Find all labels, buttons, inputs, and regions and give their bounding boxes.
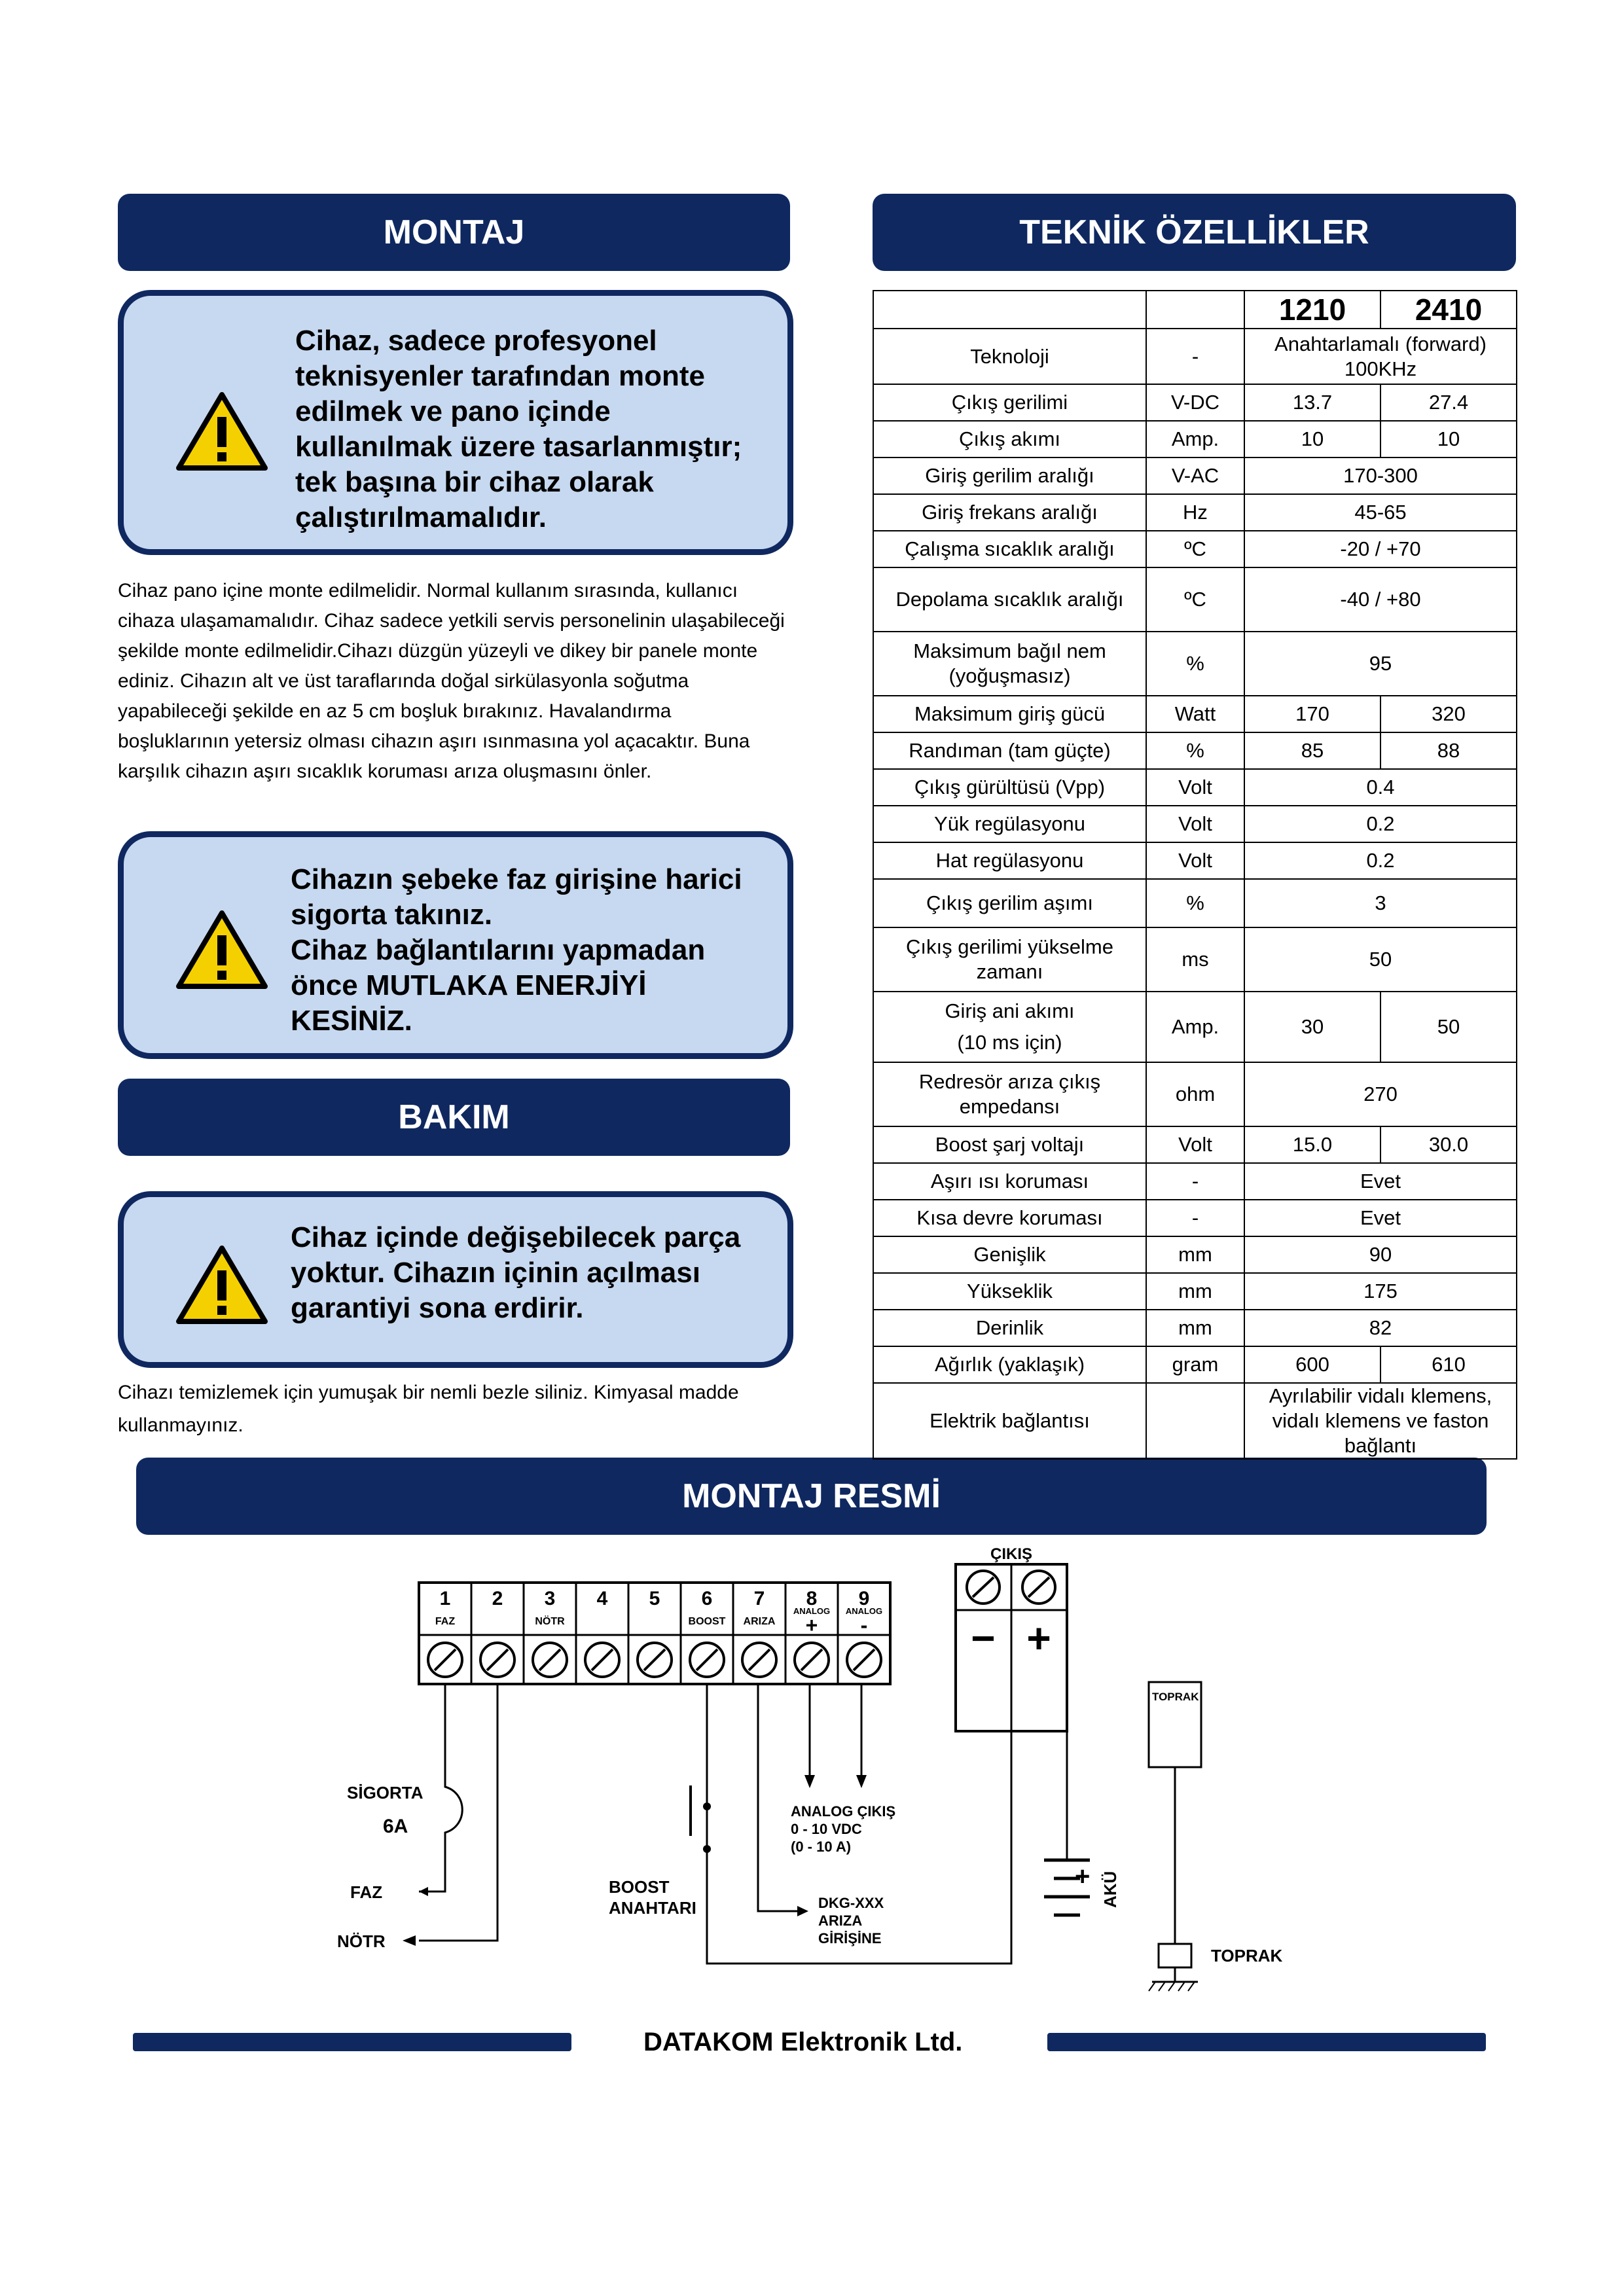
spec-value-2410: 30.0	[1380, 1126, 1517, 1163]
spec-value: 45-65	[1244, 494, 1517, 531]
spec-unit: -	[1146, 1200, 1244, 1236]
boost-label-1: BOOST	[609, 1877, 670, 1897]
wiring-diagram	[321, 1545, 1283, 2029]
spec-unit: Volt	[1146, 806, 1244, 842]
screw-icon	[967, 1571, 1000, 1604]
spec-value: Anahtarlamalı (forward) 100KHz	[1244, 329, 1517, 384]
spec-row	[873, 769, 1517, 806]
cikis-label: ÇIKIŞ	[990, 1545, 1033, 1563]
spec-name: Ağırlık (yaklaşık)	[873, 1346, 1146, 1383]
header-teknik-ozellikler	[873, 194, 1516, 271]
warning-text-professional: Cihaz, sadece profesyonel teknisyenler tarafından monte edilmek ve pano içinde kullanılmak üzere tasarlanmıştır; tek başına bir cihaz olarak çalıştırılmamalıdır.	[295, 325, 742, 533]
spec-row	[873, 531, 1517, 567]
spec-unit: Watt	[1146, 696, 1244, 732]
spec-name-line: Giriş ani akımı	[945, 999, 1075, 1022]
spec-name: Çıkış gerilimi	[873, 384, 1146, 421]
header-montaj-resmi-label: MONTAJ RESMİ	[682, 1477, 941, 1515]
terminal-number: 4	[596, 1588, 608, 1609]
spec-value-1210: 13.7	[1244, 384, 1380, 421]
warning-box-professional	[118, 290, 793, 555]
spec-name: Yük regülasyonu	[873, 806, 1146, 842]
spec-value: 50	[1244, 927, 1517, 992]
spec-value: -20 / +70	[1244, 531, 1517, 567]
spec-value: Evet	[1244, 1200, 1517, 1236]
warning-icon	[176, 1244, 268, 1325]
spec-name: Genişlik	[873, 1236, 1146, 1273]
warning-box-fuse	[118, 831, 793, 1059]
spec-name: Çalışma sıcaklık aralığı	[873, 531, 1146, 567]
spec-name: Aşırı ısı koruması	[873, 1163, 1146, 1200]
spec-name: Yükseklik	[873, 1273, 1146, 1310]
spec-value-1210: 10	[1244, 421, 1380, 457]
spec-row	[873, 842, 1517, 879]
spec-name: Randıman (tam güçte)	[873, 732, 1146, 769]
spec-empty-cell	[873, 291, 1146, 329]
spec-row	[873, 992, 1517, 1062]
spec-name: Teknoloji	[873, 329, 1146, 384]
spec-value-1210: 30	[1244, 992, 1380, 1062]
spec-name: Redresör arıza çıkış empedansı	[873, 1062, 1146, 1126]
screw-icon	[585, 1643, 619, 1677]
spec-value: 82	[1244, 1310, 1517, 1346]
terminal-number: 8	[806, 1588, 818, 1609]
spec-row	[873, 1126, 1517, 1163]
spec-row	[873, 1163, 1517, 1200]
terminal-number: 3	[544, 1588, 556, 1609]
spec-row	[873, 927, 1517, 992]
spec-name: Giriş frekans aralığı	[873, 494, 1146, 531]
spec-unit: ºC	[1146, 531, 1244, 567]
terminal-label: FAZ	[435, 1616, 456, 1627]
model-1210: 1210	[1244, 291, 1380, 329]
spec-unit: ohm	[1146, 1062, 1244, 1126]
screw-icon	[795, 1643, 829, 1677]
spec-unit	[1146, 1383, 1244, 1459]
spec-row	[873, 1200, 1517, 1236]
terminal-number: 2	[492, 1588, 503, 1609]
dkg-label-3: GİRİŞİNE	[818, 1930, 882, 1946]
spec-row	[873, 384, 1517, 421]
screw-icon	[638, 1643, 672, 1677]
bakim-paragraph: Cihazı temizlemek için yumuşak bir nemli bezle siliniz. Kimyasal madde kullanmayınız.	[118, 1382, 739, 1436]
screw-icon	[480, 1643, 514, 1677]
analog-label-1: ANALOG ÇIKIŞ	[791, 1803, 896, 1820]
sigorta-label: SİGORTA	[347, 1783, 424, 1803]
spec-row	[873, 329, 1517, 384]
ground-clamp-icon	[1159, 1944, 1191, 1967]
spec-row	[873, 421, 1517, 457]
header-bakim-label: BAKIM	[398, 1098, 510, 1136]
spec-name: Depolama sıcaklık aralığı	[873, 567, 1146, 632]
spec-value: Ayrılabilir vidalı klemens, vidalı klemens ve faston bağlantı	[1244, 1383, 1517, 1459]
spec-value-2410: 610	[1380, 1346, 1517, 1383]
spec-name: Çıkış gürültüsü (Vpp)	[873, 769, 1146, 806]
spec-unit: %	[1146, 632, 1244, 696]
spec-value-2410: 320	[1380, 696, 1517, 732]
spec-header-row	[873, 291, 1517, 329]
warning-icon	[176, 391, 268, 472]
spec-row	[873, 457, 1517, 494]
spec-value: 170-300	[1244, 457, 1517, 494]
faz-wire	[419, 1684, 462, 1892]
screw-icon	[533, 1643, 567, 1677]
spec-value-2410: 88	[1380, 732, 1517, 769]
spec-name	[873, 992, 1146, 1062]
spec-row	[873, 494, 1517, 531]
screw-icon	[1022, 1571, 1055, 1604]
dkg-label-1: DKG-XXX	[818, 1895, 884, 1911]
spec-row	[873, 1383, 1517, 1459]
footer-bar-left	[133, 2033, 571, 2051]
spec-name: Giriş gerilim aralığı	[873, 457, 1146, 494]
spec-row	[873, 1310, 1517, 1346]
dkg-label-2: ARIZA	[818, 1912, 863, 1929]
footer-bar-right	[1047, 2033, 1486, 2051]
spec-unit: ms	[1146, 927, 1244, 992]
terminal-number: 5	[649, 1588, 660, 1609]
screw-icon	[742, 1643, 776, 1677]
spec-row	[873, 632, 1517, 696]
spec-value-1210: 170	[1244, 696, 1380, 732]
spec-row	[873, 1236, 1517, 1273]
terminal-number: 7	[753, 1588, 765, 1609]
spec-row	[873, 1062, 1517, 1126]
spec-value: 90	[1244, 1236, 1517, 1273]
spec-row	[873, 879, 1517, 927]
screw-icon	[428, 1643, 462, 1677]
spec-unit: %	[1146, 879, 1244, 927]
analog-label-2: 0 - 10 VDC	[791, 1821, 862, 1837]
spec-table	[873, 290, 1517, 1460]
spec-unit: mm	[1146, 1310, 1244, 1346]
spec-value: 0.2	[1244, 806, 1517, 842]
warning-text-maintenance: Cihaz içinde değişebilecek parça yoktur. Cihazın içinin açılması garantiyi sona erdirir.	[291, 1221, 741, 1324]
faz-label: FAZ	[350, 1882, 383, 1902]
toprak-label: TOPRAK	[1211, 1946, 1283, 1965]
spec-unit: mm	[1146, 1273, 1244, 1310]
header-montaj-resmi	[136, 1458, 1487, 1535]
spec-name: Çıkış gerilim aşımı	[873, 879, 1146, 927]
spec-value: 270	[1244, 1062, 1517, 1126]
spec-value-1210: 85	[1244, 732, 1380, 769]
analog-label-3: (0 - 10 A)	[791, 1839, 852, 1855]
spec-value: 3	[1244, 879, 1517, 927]
spec-name: Elektrik bağlantısı	[873, 1383, 1146, 1459]
terminal-label: ANALOG	[845, 1606, 883, 1616]
spec-unit: ºC	[1146, 567, 1244, 632]
warning-text-fuse: Cihazın şebeke faz girişine harici sigorta takınız. Cihaz bağlantılarını yapmadan önce MUTLAKA ENERJİYİ KESİNİZ.	[291, 863, 742, 1037]
spec-value-2410: 10	[1380, 421, 1517, 457]
spec-value: 95	[1244, 632, 1517, 696]
spec-unit: Amp.	[1146, 421, 1244, 457]
spec-unit: Volt	[1146, 842, 1244, 879]
spec-name: Kısa devre koruması	[873, 1200, 1146, 1236]
spec-row	[873, 1273, 1517, 1310]
output-minus: −	[971, 1615, 996, 1662]
terminal-number: 1	[439, 1588, 451, 1609]
header-montaj	[118, 194, 790, 271]
screw-icon	[847, 1643, 881, 1677]
terminal-label: NÖTR	[535, 1616, 565, 1627]
spec-unit: Volt	[1146, 769, 1244, 806]
screw-icon	[690, 1643, 724, 1677]
spec-value-1210: 600	[1244, 1346, 1380, 1383]
spec-name: Çıkış gerilimi yükselme zamanı	[873, 927, 1146, 992]
boost-label-2: ANAHTARI	[609, 1898, 696, 1918]
spec-value-2410: 27.4	[1380, 384, 1517, 421]
model-2410: 2410	[1380, 291, 1517, 329]
toprak-box-label: TOPRAK	[1152, 1691, 1199, 1703]
spec-name: Maksimum bağıl nem (yoğuşmasız)	[873, 632, 1146, 696]
aku-label: AKÜ	[1100, 1871, 1120, 1908]
spec-value: 0.2	[1244, 842, 1517, 879]
warning-box-maintenance	[118, 1191, 793, 1368]
spec-value: 175	[1244, 1273, 1517, 1310]
spec-value: -40 / +80	[1244, 567, 1517, 632]
spec-value: 0.4	[1244, 769, 1517, 806]
spec-unit: -	[1146, 1163, 1244, 1200]
spec-unit: mm	[1146, 1236, 1244, 1273]
footer-company: DATAKOM Elektronik Ltd.	[643, 2028, 963, 2056]
spec-unit: V-DC	[1146, 384, 1244, 421]
header-teknik-label: TEKNİK ÖZELLİKLER	[1019, 213, 1369, 251]
spec-row	[873, 1346, 1517, 1383]
spec-unit: V-AC	[1146, 457, 1244, 494]
notr-wire	[419, 1684, 497, 1941]
output-plus: +	[1026, 1615, 1051, 1662]
battery-plus: +	[1075, 1862, 1091, 1891]
spec-name: Hat regülasyonu	[873, 842, 1146, 879]
notr-label: NÖTR	[337, 1931, 386, 1951]
spec-unit: gram	[1146, 1346, 1244, 1383]
montaj-paragraph: Cihaz pano içine monte edilmelidir. Normal kullanım sırasında, kullanıcı cihaza ulaşamamalıdır. Cihaz sadece yetkili servis personelinin ulaşabileceği şekilde monte edilmelidir.Cihazı düzgün yüzeyli ve dikey bir panele monte ediniz. Cihazın alt ve üst taraflarında doğal sirkülasyonla soğutma yapabileceği şekilde en az 5 cm boşluk bırakınız. Havalandırma boşluklarının yetersiz olması cihazın aşırı ısınmasına yol açacaktır. Buna karşılık cihazın aşırı sıcaklık koruması arıza oluşmasını önler.	[118, 580, 785, 782]
terminal-number: 9	[858, 1588, 870, 1609]
spec-empty-cell	[1146, 291, 1244, 329]
spec-name: Maksimum giriş gücü	[873, 696, 1146, 732]
spec-value-1210: 15.0	[1244, 1126, 1380, 1163]
header-bakim	[118, 1079, 790, 1156]
terminal-sign: -	[860, 1613, 868, 1637]
spec-value: Evet	[1244, 1163, 1517, 1200]
terminal-number: 6	[701, 1588, 713, 1609]
spec-name: Boost şarj voltajı	[873, 1126, 1146, 1163]
spec-name-note: (10 ms için)	[957, 1031, 1062, 1054]
spec-unit: Amp.	[1146, 992, 1244, 1062]
spec-row	[873, 567, 1517, 632]
sigorta-rating: 6A	[383, 1816, 408, 1837]
spec-unit: Hz	[1146, 494, 1244, 531]
spec-unit: -	[1146, 329, 1244, 384]
header-montaj-label: MONTAJ	[383, 213, 525, 251]
warning-icon	[176, 909, 268, 990]
spec-unit: Volt	[1146, 1126, 1244, 1163]
spec-unit: %	[1146, 732, 1244, 769]
ariza-wire	[758, 1684, 799, 1911]
spec-value-2410: 50	[1380, 992, 1517, 1062]
terminal-sign: +	[805, 1613, 818, 1637]
terminal-label: ANALOG	[793, 1606, 831, 1616]
spec-name: Derinlik	[873, 1310, 1146, 1346]
spec-row	[873, 732, 1517, 769]
spec-name: Çıkış akımı	[873, 421, 1146, 457]
spec-row	[873, 696, 1517, 732]
terminal-label: ARIZA	[743, 1616, 776, 1627]
terminal-label: BOOST	[688, 1616, 726, 1627]
spec-row	[873, 806, 1517, 842]
